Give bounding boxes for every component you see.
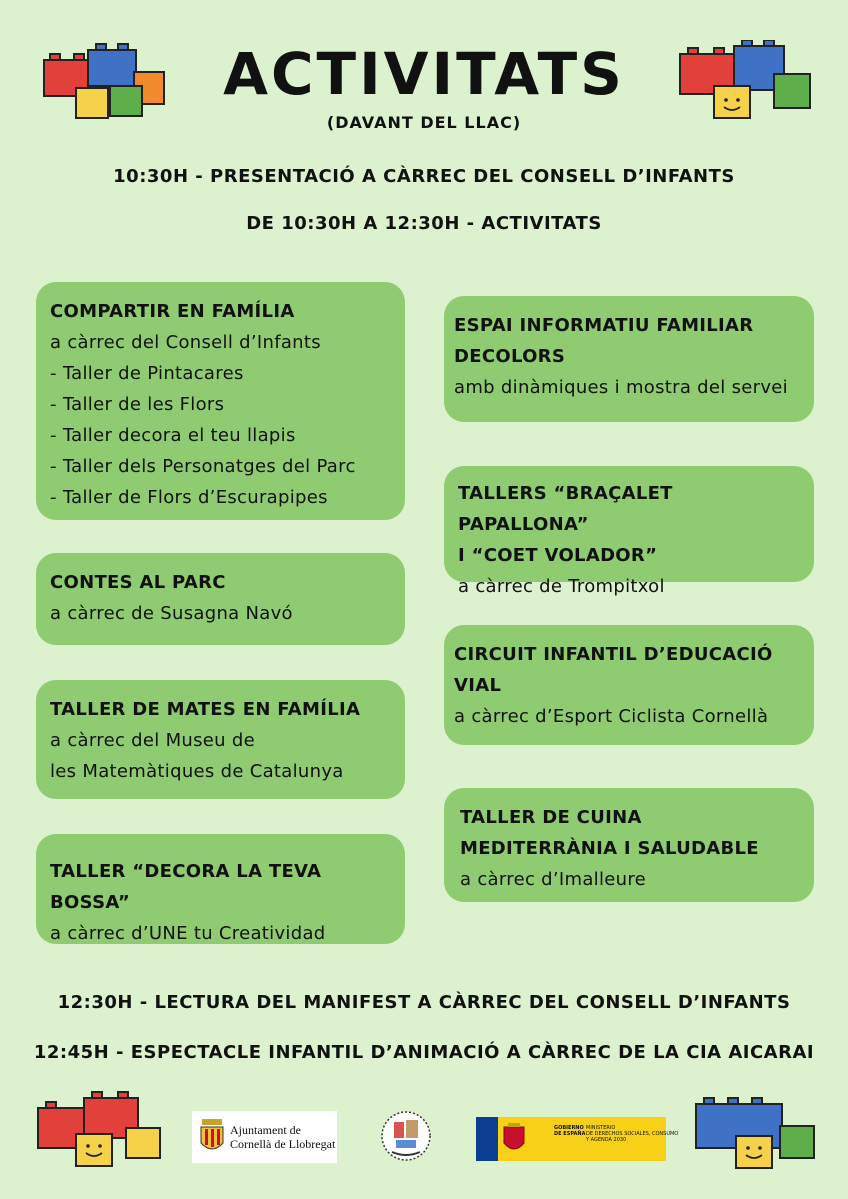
activity-line: les Matemàtiques de Catalunya [50,761,344,782]
activity-line: - Taller de Pintacares [50,363,244,384]
activity-title: TALLER DE MATES EN FAMÍLIA [50,699,361,720]
activity-title: TALLER DE CUINA [460,807,642,828]
ministerio-label: MINISTERIO DE DERECHOS SOCIALES, CONSUMO Y AGENDA 2030 [586,1125,679,1143]
activity-title: CONTES AL PARC [50,572,226,593]
activity-title: MEDITERRÀNIA I SALUDABLE [460,838,759,859]
schedule-activities: DE 10:30H A 12:30H - ACTIVITATS [246,213,602,234]
activity-box [444,788,814,902]
activity-line: amb dinàmiques i mostra del servei [454,377,788,398]
lego-blocks-bottom-left [34,1090,166,1170]
activity-box [444,296,814,422]
activity-line: - Taller de les Flors [50,394,225,415]
gobierno-label: GOBIERNO DE ESPAÑA [554,1125,586,1137]
activity-title: ESPAI INFORMATIU FAMILIAR [454,315,754,336]
activity-title: I “COET VOLADOR” [458,545,658,566]
schedule-manifest: 12:30H - LECTURA DEL MANIFEST A CÀRREC DEL CONSELL D’INFANTS [57,992,791,1013]
activity-title: TALLERS “BRAÇALET PAPALLONA” [458,483,673,535]
ajuntament-line2: Cornellà de Llobregat [230,1137,336,1151]
activity-box [444,625,814,745]
activity-box [36,553,405,645]
activity-title: VIAL [454,675,502,696]
consell-infants-logo [380,1108,432,1168]
schedule-show: 12:45H - ESPECTACLE INFANTIL D’ANIMACIÓ A CÀRREC DE LA CIA AICARAI [33,1042,815,1063]
ministerio-logo [476,1117,679,1161]
activity-line: a càrrec de Trompitxol [458,576,665,597]
schedule-opening: 10:30H - PRESENTACIÓ A CÀRREC DEL CONSELL D’INFANTS [113,166,735,187]
eu-flag-icon [476,1117,498,1161]
coat-of-arms-icon [198,1117,226,1157]
ajuntament-line1: Ajuntament de [230,1123,301,1137]
activity-line: a càrrec d’Esport Ciclista Cornellà [454,706,769,727]
activity-line: a càrrec d’UNE tu Creatividad [50,923,326,944]
activity-line: a càrrec de Susagna Navó [50,603,293,624]
page-title: ACTIVITATS [223,40,625,108]
ajuntament-logo [192,1111,337,1163]
activity-title: TALLER “DECORA LA TEVA BOSSA” [50,861,322,913]
activity-box [36,282,405,520]
activity-line: - Taller decora el teu llapis [50,425,296,446]
activity-box [36,680,405,799]
activity-title: CIRCUIT INFANTIL D’EDUCACIÓ [454,644,773,665]
activity-title: DECOLORS [454,346,566,367]
activity-box [444,466,814,597]
activity-box [36,834,405,944]
activity-line: a càrrec del Museu de [50,730,256,751]
lego-blocks-bottom-right [692,1090,822,1172]
spain-arms-icon [500,1121,528,1157]
activity-line: a càrrec d’Imalleure [460,869,647,890]
activity-line: - Taller de Flors d’Escurapipes [50,487,328,508]
activity-title: COMPARTIR EN FAMÍLIA [50,301,295,322]
activity-line: a càrrec del Consell d’Infants [50,332,321,353]
page-subtitle: (DAVANT DEL LLAC) [326,113,522,132]
activity-line: - Taller dels Personatges del Parc [50,456,356,477]
